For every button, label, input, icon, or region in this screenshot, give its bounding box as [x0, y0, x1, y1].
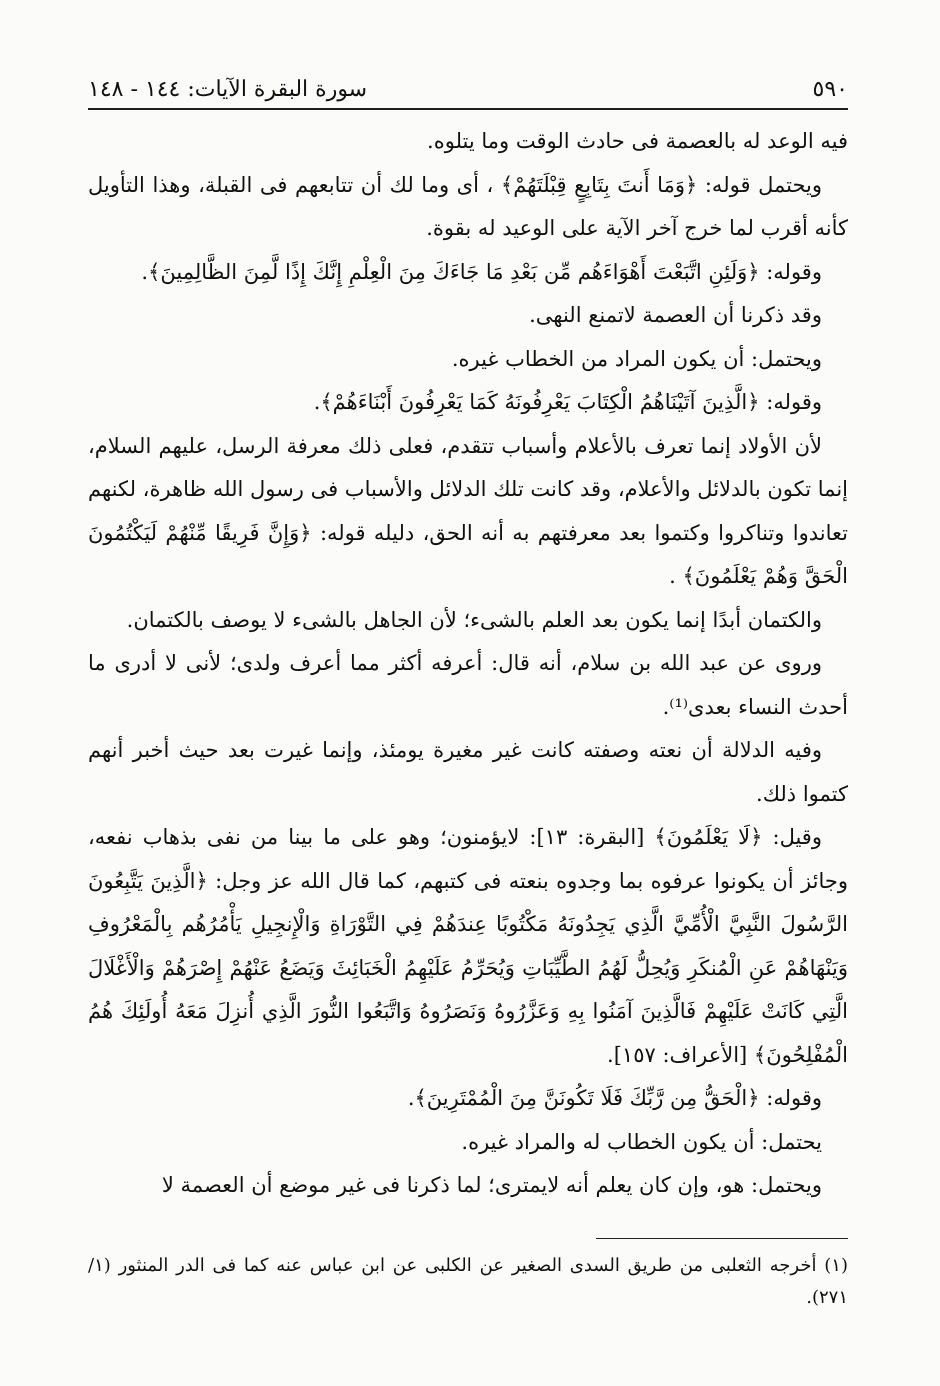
paragraph: وفيه الدلالة أن نعته وصفته كانت غير مغيرة يومئذ، وإنما غيرت بعد حيث أخبر أنهم كتموا ذلك. — [88, 738, 848, 806]
footnote — [88, 1250, 848, 1314]
paragraph: ويحتمل: أن يكون المراد من الخطاب غيره. — [451, 346, 822, 371]
page-number: ٥٩٠ — [812, 77, 848, 102]
paragraph: وقوله: ﴿الْحَقُّ مِن رَّبِّكَ فَلَا تَكُونَنَّ مِنَ الْمُمْتَرِينَ﴾. — [407, 1086, 822, 1110]
paragraph: وقوله: ﴿وَلَئِنِ اتَّبَعْتَ أَهْوَاءَهُم مِّن بَعْدِ مَا جَاءَكَ مِنَ الْعِلْمِ إِنَّكَ إِذًا لَّمِنَ الظَّالِمِينَ﴾. — [141, 259, 822, 284]
footnote-text: (١) أخرجه الثعلبى من طريق السدى الصغير عن الكلبى عن ابن عباس عنه كما فى الدر المنثور (١/ ٢٧١). — [88, 1255, 848, 1308]
body-text — [88, 120, 848, 1208]
paragraph: والكتمان أبدًا إنما يكون بعد العلم بالشىء؛ لأن الجاهل بالشىء لا يوصف بالكتمان. — [126, 607, 822, 632]
paragraph: وقوله: ﴿الَّذِينَ آتَيْنَاهُمُ الْكِتَابَ يَعْرِفُونَهُ كَمَا يَعْرِفُونَ أَبْنَاءَهُمْ﴾. — [313, 390, 822, 414]
running-title: سورة البقرة الآيات: ١٤٤ - ١٤٨ — [88, 77, 368, 102]
paragraph: يحتمل: أن يكون الخطاب له والمراد غيره. — [461, 1129, 822, 1154]
paragraph: فيه الوعد له بالعصمة فى حادث الوقت وما يتلوه. — [427, 129, 848, 153]
page-header — [88, 58, 848, 102]
paragraph: وقد ذكرنا أن العصمة لاتمنع النهى. — [529, 303, 822, 327]
paragraph: لأن الأولاد إنما تعرف بالأعلام وأسباب تتقدم، فعلى ذلك معرفة الرسل، عليهم السلام، إنما تكون بالدلائل والأعلام، وقد كانت تلك الدلائل والأسباب فى رسول الله ظاهرة، لكنهم تعاندوا وتناكروا وكتموا بعد معرفتهم به أنه الحق، دليله قوله: ﴿وَإِنَّ فَرِيقًا مِّنْهُمْ لَيَكْتُمُونَ الْحَقَّ وَهُمْ يَعْلَمُونَ﴾ . — [88, 433, 848, 588]
paragraph: وقيل: ﴿لَا يَعْلَمُونَ﴾ [البقرة: ١٣]: لايؤمنون؛ وهو على ما بينا من نفى بذهاب نفعه، وجائز أن يكونوا عرفوه بما وجدوه بنعته فى كتبهم، كما قال الله عز وجل: ﴿الَّذِينَ يَتَّبِعُونَ الرَّسُولَ النَّبِيَّ الْأُمِّيَّ الَّذِي يَجِدُونَهُ مَكْتُوبًا عِندَهُمْ فِي التَّوْرَاةِ وَالْإِنجِيلِ يَأْمُرُهُم بِالْمَعْرُوفِ وَيَنْهَاهُمْ عَنِ الْمُنكَرِ وَيُحِلُّ لَهُمُ الطَّيِّبَاتِ وَيُحَرِّمُ عَلَيْهِمُ الْخَبَائِثَ وَيَضَعُ عَنْهُمْ إِصْرَهُمْ وَالْأَغْلَالَ الَّتِي كَانَتْ عَلَيْهِمْ فَالَّذِينَ آمَنُوا بِهِ وَعَزَّرُوهُ وَنَصَرُوهُ وَاتَّبَعُوا النُّورَ الَّذِي أُنزِلَ مَعَهُ أُولَئِكَ هُمُ الْمُفْلِحُونَ﴾ [الأعراف: ١٥٧]. — [88, 825, 848, 1067]
paragraph: ويحتمل قوله: ﴿وَمَا أَنتَ بِتَابِعٍ قِبْلَتَهُمْ﴾ ، أى وما لك أن تتابعهم فى القبلة، وهذا التأويل كأنه أقرب لما خرج آخر الآية على الوعيد له بقوة. — [88, 172, 848, 240]
paragraph: وروى عن عبد الله بن سلام، أنه قال: أعرفه أكثر مما أعرف ولدى؛ لأنى لا أدرى ما أحدث النساء بعدى⁽¹⁾. — [88, 651, 848, 719]
header-rule — [88, 108, 848, 110]
paragraph: ويحتمل: هو، وإن كان يعلم أنه لايمترى؛ لما ذكرنا فى غير موضع أن العصمة لا — [161, 1173, 822, 1197]
footnote-rule — [596, 1238, 848, 1239]
